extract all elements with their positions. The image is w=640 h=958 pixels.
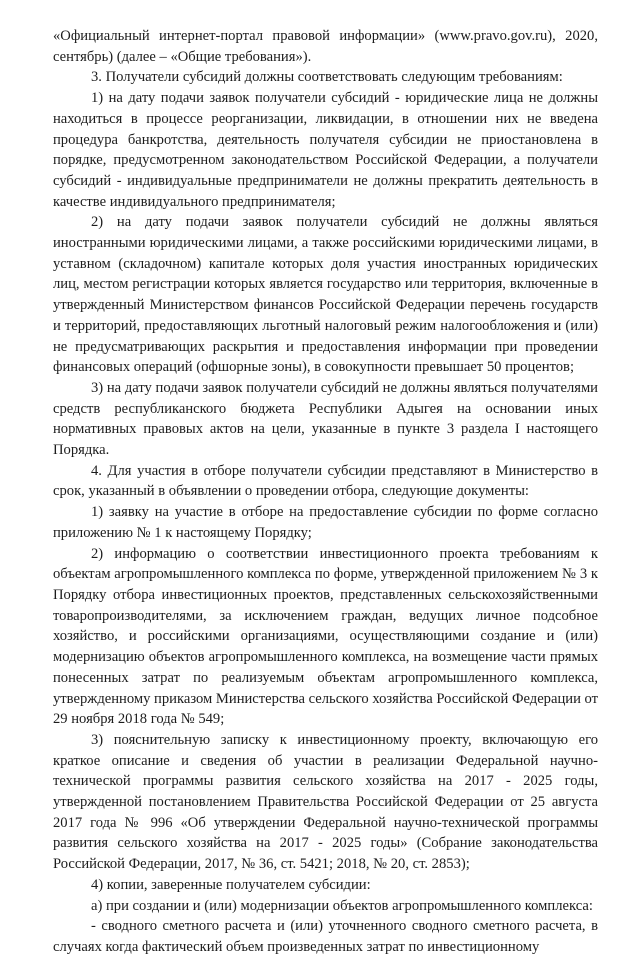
paragraph-4-1: 1) заявку на участие в отборе на предоставление субсидии по форме согласно приложению № 1 к настоящему Порядку; xyxy=(53,504,598,541)
paragraph-4-4-a-item: - сводного сметного расчета и (или) уточненного сводного сметного расчета, в случаях когда фактический объем произведенных затрат по инвестиционному xyxy=(53,918,598,955)
paragraph-3-1: 1) на дату подачи заявок получатели субсидий - юридические лица не должны находиться в процессе реорганизации, ликвидации, в отношении них не введена процедура банкротства, деятельность получателя субсидии не приостановлена в порядке, предусмотренном законодательством Российской Федерации, а получатели субсидий - индивидуальные предприниматели не должны прекратить деятельность в качестве индивидуального предпринимателя; xyxy=(53,90,598,210)
paragraph-4-4: 4) копии, заверенные получателем субсидии: xyxy=(91,876,371,893)
paragraph-3-3: 3) на дату подачи заявок получатели субсидий не должны являться получателями средств республиканского бюджета Республики Адыгея на основании иных нормативных правовых актов на цели, указанные в пункте 3 раздела I настоящего Порядка. xyxy=(53,379,598,459)
paragraph-intro: «Официальный интернет-портал правовой информации» (www.pravo.gov.ru), 2020, сентябрь) (далее – «Общие требования»). xyxy=(53,28,598,65)
paragraph-section-3: 3. Получатели субсидий должны соответствовать следующим требованиям: xyxy=(91,69,563,86)
paragraph-3-2: 2) на дату подачи заявок получатели субсидий не должны являться иностранными юридическими лицами, а также российскими юридическими лицами, в уставном (складочном) капитале которых доля участия иностранных юридических лиц, местом регистрации которых является государство или территория, включенные в утвержденный Министерством финансов Российской Федерации перечень государств и территорий, предоставляющих льготный налоговый режим налогообложения и (или) не предусматривающих раскрытия и предоставления информации при проведении финансовых операций (офшорные зоны), в совокупности превышает 50 процентов; xyxy=(53,214,598,376)
paragraph-4-2: 2) информацию о соответствии инвестиционного проекта требованиям к объектам агропромышленного комплекса по форме, утвержденной приложением № 3 к Порядку отбора инвестиционных проектов, представленных сельскохозяйственными товаропроизводителями, за исключением граждан, ведущих личное подсобное хозяйство, и российскими организациями, осуществляющими создание и (или) модернизацию объектов агропромышленного комплекса, на возмещение части прямых понесенных затрат по реализуемым объектам агропромышленного комплекса, утвержденному приказом Министерства сельского хозяйства Российской Федерации от 29 ноября 2018 года № 549; xyxy=(53,545,599,728)
document-page xyxy=(53,26,598,958)
paragraph-4-4-a: а) при создании и (или) модернизации объектов агропромышленного комплекса: xyxy=(91,897,593,914)
paragraph-section-4: 4. Для участия в отборе получатели субсидии представляют в Министерство в срок, указанный в объявлении о проведении отбора, следующие документы: xyxy=(53,462,598,500)
paragraph-4-3: 3) пояснительную записку к инвестиционному проекту, включающую его краткое описание и сведения об участии в реализации Федеральной научно-технической программы развития сельского хозяйства на 2017 - 2025 годы, утвержденной постановлением Правительства Российской Федерации от 25 августа 2017 года № 996 «Об утверждении Федеральной научно-технической программы развития сельского хозяйства на 2017 - 2025 годы» (Собрание законодательства Российской Федерации, 2017, № 36, ст. 5421; 2018, № 20, ст. 2853); xyxy=(53,731,598,873)
